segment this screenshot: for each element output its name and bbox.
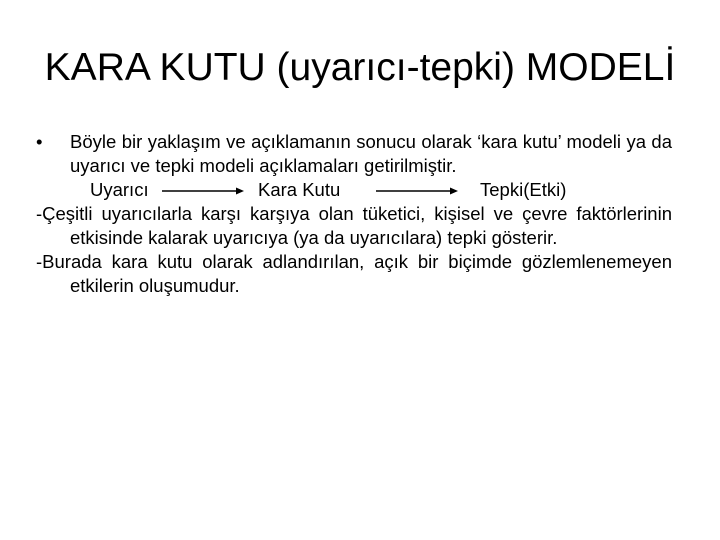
paragraph-black-box-definition: -Burada kara kutu olarak adlandırılan, açık bir biçimde gözlemlenemeyen etkilerin oluşumudur. <box>36 251 672 296</box>
arrow-right-icon <box>376 186 458 196</box>
flow-black-box-label: Kara Kutu <box>258 179 341 200</box>
bullet-marker: • <box>36 131 43 152</box>
stimulus-response-flow <box>36 178 672 202</box>
flow-response-label: Tepki(Etki) <box>480 179 567 200</box>
slide-title: KARA KUTU (uyarıcı-tepki) MODELİ <box>44 46 676 89</box>
flow-stimulus-label: Uyarıcı <box>90 179 149 200</box>
paragraph-consumer-response: -Çeşitli uyarıcılarla karşı karşıya olan tüketici, kişisel ve çevre faktörlerinin etkisinde kalarak uyarıcıya (ya da uyarıcılara) tepki gösterir. <box>36 203 672 248</box>
slide-body <box>36 130 672 298</box>
bullet-text: Böyle bir yaklaşım ve açıklamanın sonucu olarak ‘kara kutu’ modeli ya da uyarıcı ve tepki modeli açıklamaları getirilmiştir. <box>70 131 672 176</box>
arrow-right-icon <box>162 186 244 196</box>
bullet-paragraph <box>36 130 672 178</box>
